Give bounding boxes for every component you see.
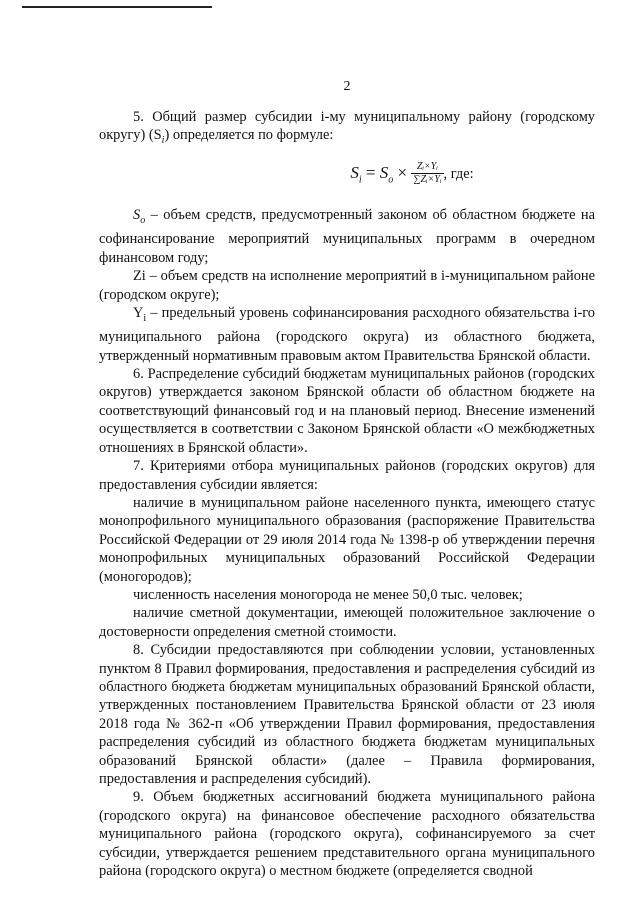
paragraph-9: 9. Объем бюджетных ассигнований бюджета муниципального района (городского округа) на финансовое обеспечение расходного обязательства муниципального района (городского округа), софинансируемого за счет субсидии, утверждается решением представительного органа муниципального района (городского округа) о местном бюджете (определяется сводной <box>99 789 595 880</box>
criterion-1: наличие в муниципальном районе населенного пункта, имеющего статус монопрофильного муниципального образования (распоряжение Правительства Российской Федерации от 29 июля 2014 года № 1398-р об утверждении перечня монопрофильных муниципальных образований Российской Федерации (моногородов); <box>99 494 595 585</box>
formula-tail: , где: <box>443 165 474 182</box>
top-rule <box>22 6 212 8</box>
document-page <box>99 78 595 880</box>
formula-lhs: S <box>350 162 359 182</box>
formula-numerator: Zᵢ×Yᵢ <box>411 161 443 174</box>
formula-s0: S <box>379 162 389 182</box>
definition-yi: $Y_i$ – предельный уровень софинансирования расходного обязательства i-го муниципального района (городского округа) из областного бюджета, утвержденный нормативным правовым актом Правительства Брянской области. <box>99 304 595 364</box>
formula-denominator: ∑Zᵢ×Yᵢ <box>413 174 442 186</box>
criterion-3: наличие сметной документации, имеющей положительное заключение о достоверности определения сметной стоимости. <box>99 605 595 640</box>
paragraph-8: 8. Субсидии предоставляются при соблюдении условии, установленных пунктом 8 Правил формирования, предоставления и распределения субсидий из областного бюджета бюджетам муниципальных образований Брянской области, утвержденных постановлением Правительства Брянской области от 23 июля 2018 года № 362-п «Об утверждении Правил формирования, предоставления распределения субсидий из областного бюджета бюджетам муниципальных образований Брянской области» (далее – Правила формирования, предоставления и распределения субсидий). <box>99 642 595 788</box>
subsidy-formula: $S_i = S_o$ × $\frac{\text{Zᵢ×Yᵢ}}{\text{∑Zᵢ×Yᵢ}}$ , где: <box>350 161 474 186</box>
definition-s0: $S_o$ – объем средств, предусмотренный законом об областном бюджете на софинансирование мероприятий муниципальных программ в очередном финансовом году; <box>99 207 595 266</box>
paragraph-7: 7. Критериями отбора муниципальных районов (городских округов) для предоставления субсидии является: <box>99 458 595 493</box>
paragraph-5: 5. Общий размер субсидии i-му муниципальному району (городскому округу) $(S_i)$ определяется по формуле: <box>99 109 595 147</box>
paragraph-6: 6. Распределение субсидий бюджетам муниципальных районов (городских округов) утверждается законом Брянской области об областном бюджете на соответствующий финансовый год и на плановый период. Внесение изменений осуществляется в соответствии с Законом Брянской области «О межбюджетных отношениях в Брянской области». <box>99 366 595 456</box>
page-number: 2 <box>343 79 351 94</box>
definition-zi: Zi – объем средств на исполнение мероприятий в i-муниципальном районе (городском округе); <box>99 268 595 303</box>
criterion-2: численность населения моногорода не менее 50,0 тыс. человек; <box>133 586 523 603</box>
formula-fraction <box>411 161 443 186</box>
